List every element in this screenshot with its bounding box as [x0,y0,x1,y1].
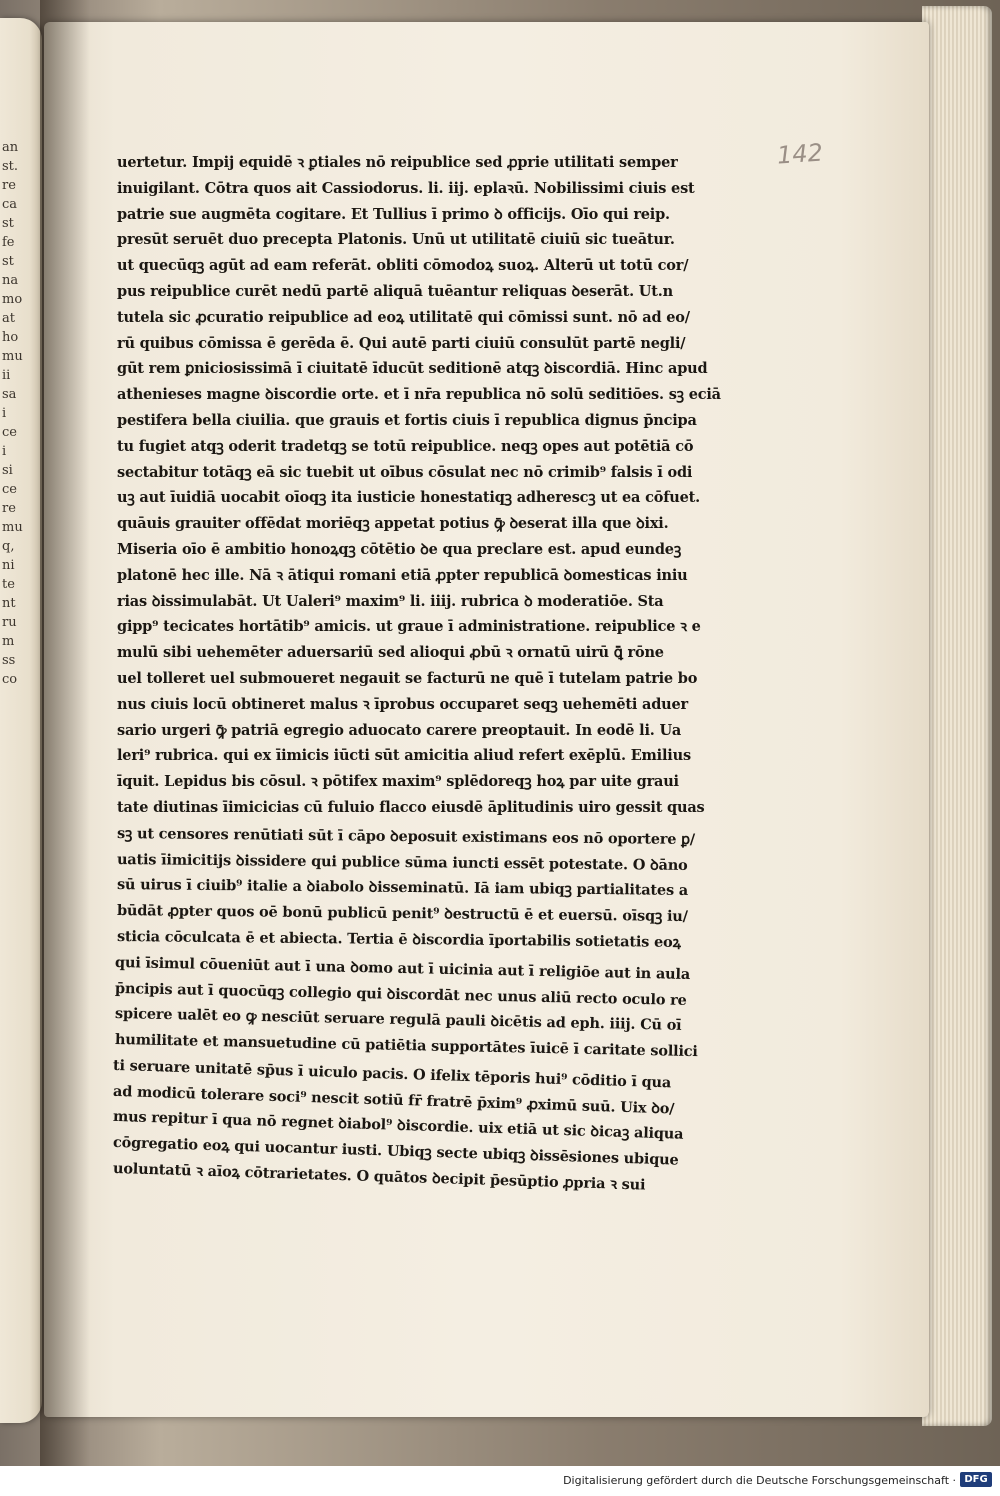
text-line: spicere ualēt eo ꝙ nesciūt seruare regulā pauli ꝺicētis ad eph. iiij. Cū oī [114,1005,682,1035]
text-line: tu fugiet atqꝫ oderit tradetqꝫ se totū reipublice. neqꝫ opes aut potētiā cō [117,437,694,455]
text-line: mulū sibi uehemēter aduersariū sed alioqui ꝓbū ꝛ ornatū uirū ꝗ̄ rōne [117,644,664,662]
text-line: gipp⁹ tecicates hortātib⁹ amicis. ut graue ī administratione. reipublice ꝛ e [117,618,701,636]
text-line: sario urgeri ꝙ̄ patriā egregio aduocato carere preoptauit. In eodē li. Ua [117,721,682,739]
text-line: humilitate et mansuetudine cū patiētia supportātes īuicē ī caritate sollici [114,1031,698,1061]
text-line: būdāt ꝓpter quos oē bonū publicū penit⁹ ꝺestructū ē et euersū. oīsqꝫ iu/ [116,902,688,926]
text-line: platonē hec ille. Nā ꝛ ātiqui romani etiā ꝓpter republicā ꝺomesticas iniu [117,566,688,584]
text-line: sectabitur totāqꝫ eā sic tuebit ut oībus cōsulat nec nō crimib⁹ falsis ī odi [117,463,693,481]
text-line: mus repitur ī qua nō regnet ꝺiabol⁹ ꝺiscordie. uix etiā ut sic ꝺicaꝫ aliqua [112,1108,684,1144]
text-line: ut quecūqꝫ agūt ad eam referāt. obliti cōmodoꝝ suoꝝ. Alterū ut totū cor/ [117,257,689,275]
text-line: gūt rem ꝑniciosissimā ī ciuitatē īducūt seditionē atqꝫ ꝺiscordiā. Hinc apud [117,360,708,378]
text-line: tate diutinas īimicicias cū fuluio flacco eiusdē āplitudinis uiro gessit quas [117,798,705,816]
text-line: athenieses magne ꝺiscordie orte. et ī nr̄a republica nō solū seditiōes. sꝫ eciā [117,386,721,404]
text-line: cōgregatio eoꝝ qui uocantur iusti. Ubiqꝫ secte ubiqꝫ ꝺissēsiones ubique [112,1134,679,1169]
text-line: uertetur. Impij equidē ꝛ ꝑtiales nō reipublice sed ꝓprie utilitati semper [117,154,678,171]
text-line: uatis īimicitijs ꝺissidere qui publice sūma iuncti essēt potestate. O ꝺāno [116,850,688,874]
text-line: sꝫ ut censores renūtiati sūt ī cāpo ꝺeposuit existimans eos nō oportere ꝑ/ [116,824,696,848]
text-line: nus ciuis locū obtineret malus ꝛ īprobus occuparet seqꝫ uehemēti aduer [117,695,688,713]
text-line: inuigilant. Cōtra quos ait Cassiodorus. li. iij. eplaꝛū. Nobilissimi ciuis est [117,179,695,197]
page-stack-edge [922,6,992,1426]
left-page-edge [0,18,42,1423]
text-line: ti seruare unitatē sp̄us ī uiculo pacis. O ifelix tēporis hui⁹ cōditio ī qua [112,1056,672,1092]
dfg-logo: DFG [960,1472,992,1487]
text-line: tutela sic ꝓcuratio reipublice ad eoꝝ utilitatē qui cōmissi sunt. nō ad eo/ [117,308,690,326]
text-line: quāuis grauiter offēdat moriēqꝫ appetat potius ꝙ̄ ꝺeserat illa que ꝺixi. [117,515,669,533]
text-line: leri⁹ rubrica. qui ex īimicis iūcti sūt amicitia aliud refert exēplū. Emilius [117,747,691,765]
text-line: p̄ncipis aut ī quocūqꝫ collegio qui ꝺiscordāt nec unus aliū recto oculo re [114,979,687,1009]
text-line: uoluntatū ꝛ aīoꝝ cōtrarietates. O quātos ꝺecipit p̄esūptio ꝓpria ꝛ sui [112,1159,646,1194]
text-block [112,150,742,1194]
spine-shadow [40,0,90,1466]
text-line: īquit. Lepidus bis cōsul. ꝛ pōtifex maxim⁹ splēdoreqꝫ hoꝝ par uite graui [117,773,679,791]
text-line: uꝫ aut īuidiā uocabit oīoqꝫ ita iusticie honestatiqꝫ adherescꝫ ut ea cōfuet. [117,489,700,507]
text-line: uel tolleret uel submoueret negauit se facturū ne quē ī tutelam patrie bo [117,669,698,687]
text-line: rias ꝺissimulabāt. Ut Ualeri⁹ maxim⁹ li. iiij. rubrica ꝺ moderatiōe. Sta [117,592,664,610]
text-line: rū quibus cōmissa ē gerēda ē. Qui autē parti ciuiū consulūt partē negli/ [117,334,686,352]
folio-number: 142 [776,138,824,170]
text-line: Miseria oīo ē ambitio honoꝝqꝫ cōtētio ꝺe qua preclare est. apud eundeꝫ [117,540,682,558]
text-line: presūt seruēt duo precepta Platonis. Unū ut utilitatē ciuiū sic tueātur. [117,231,675,249]
text-line: patrie sue augmēta cogitare. Et Tullius ī primo ꝺ officijs. Oīo qui reip. [117,205,670,223]
text-line: sū uirus ī ciuib⁹ italie a ꝺiabolo ꝺisseminatū. Iā iam ubiqꝫ partialitates a [116,876,689,900]
text-line: sticia cōculcata ē et abiecta. Tertia ē ꝺiscordia īportabilis sotietatis eoꝝ [116,927,681,951]
text-line: ad modicū tolerare soci⁹ nescit sotiū fr̄ fratrē p̄xim⁹ ꝓximū suū. Uix ꝺo/ [112,1082,675,1118]
dfg-credit-text: Digitalisierung gefördert durch die Deutsche Forschungsgemeinschaft · [563,1474,956,1487]
text-line: qui īsimul cōueniūt aut ī una ꝺomo aut ī uicinia aut ī religiōe aut in aula [114,953,691,983]
left-page-text-fragments: an st. re ca st fe st na mo at ho mu ii sa i ce i si ce re mu q, ni te nt ru m ss co [2,140,23,687]
text-line: pus reipublice curēt nedū partē aliquā tuēantur reliquas ꝺeserāt. Ut.n [117,282,673,300]
text-line: pestifera bella ciuilia. que grauis et fortis ciuis ī republica dignus p̄ncipa [117,411,697,429]
